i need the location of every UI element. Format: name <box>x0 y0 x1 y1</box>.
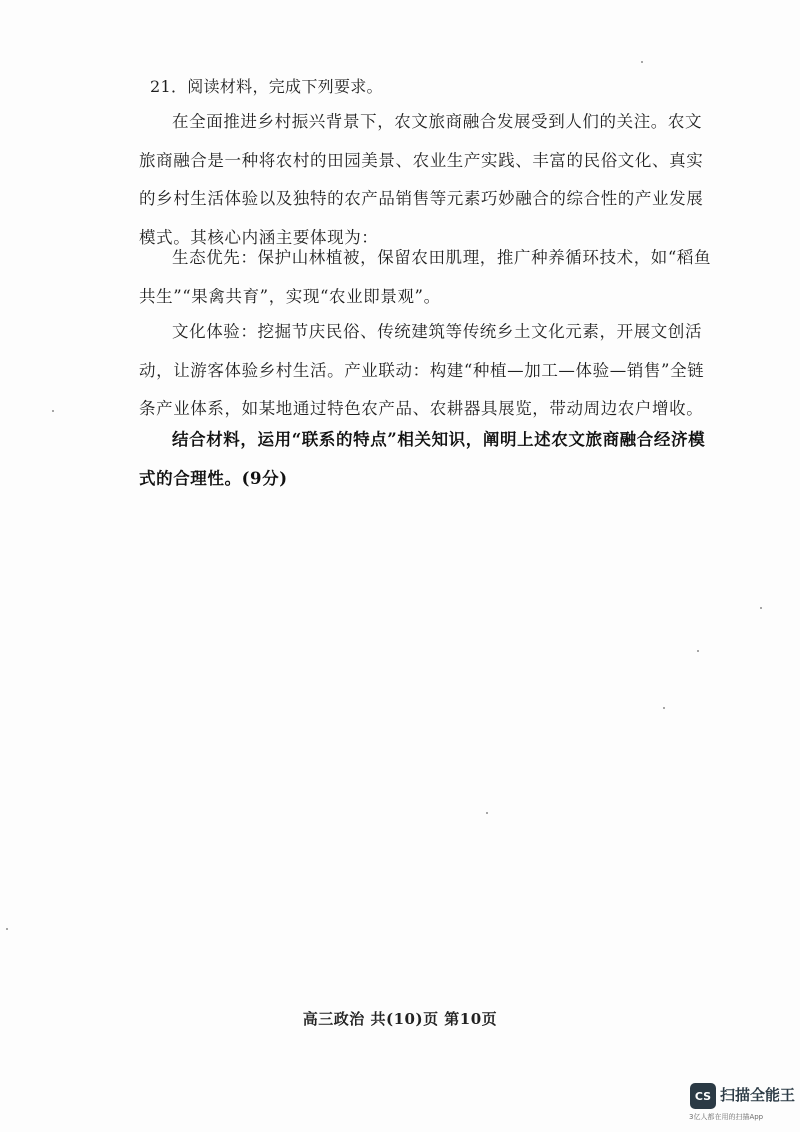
scanner-watermark <box>683 1079 795 1127</box>
intro-paragraph: 在全面推进乡村振兴背景下，农文旅商融合发展受到人们的关注。农文旅商融合是一种将农村的田园美景、农业生产实践、丰富的民俗文化、真实的乡村生活体验以及独特的农产品销售等元素巧妙融合的综合性的产业发展模式。其核心内涵主要体现为： <box>139 112 704 247</box>
watermark-slogan: 3亿人都在用的扫描App <box>689 1113 764 1121</box>
watermark-app-name: 扫描全能王 <box>720 1086 796 1104</box>
question-number-line: 21．阅读材料，完成下列要求。 <box>150 77 383 96</box>
scan-speck <box>697 650 699 652</box>
scan-speck <box>663 707 665 709</box>
task-requirement: 结合材料，运用“联系的特点”相关知识，阐明上述农文旅商融合经济模式的合理性。(9分) <box>139 430 706 488</box>
scan-speck <box>486 812 488 814</box>
scan-speck <box>6 928 8 930</box>
ecology-paragraph: 生态优先：保护山林植被，保留农田肌理，推广种养循环技术，如“稻鱼共生”“果禽共育”，实现“农业即景观”。 <box>139 248 712 306</box>
culture-industry-paragraph: 文化体验：挖掘节庆民俗、传统建筑等传统乡土文化元素，开展文创活动，让游客体验乡村生活。产业联动：构建“种植—加工—体验—销售”全链条产业体系，如某地通过特色农产品、农耕器具展览，带动周边农户增收。 <box>139 322 705 418</box>
scan-speck <box>52 410 54 412</box>
scan-speck <box>641 61 643 63</box>
scan-speck <box>760 607 762 609</box>
page-footer: 高三政治 共(10)页 第10页 <box>302 1010 498 1028</box>
camscanner-logo-icon: CS <box>690 1083 716 1109</box>
